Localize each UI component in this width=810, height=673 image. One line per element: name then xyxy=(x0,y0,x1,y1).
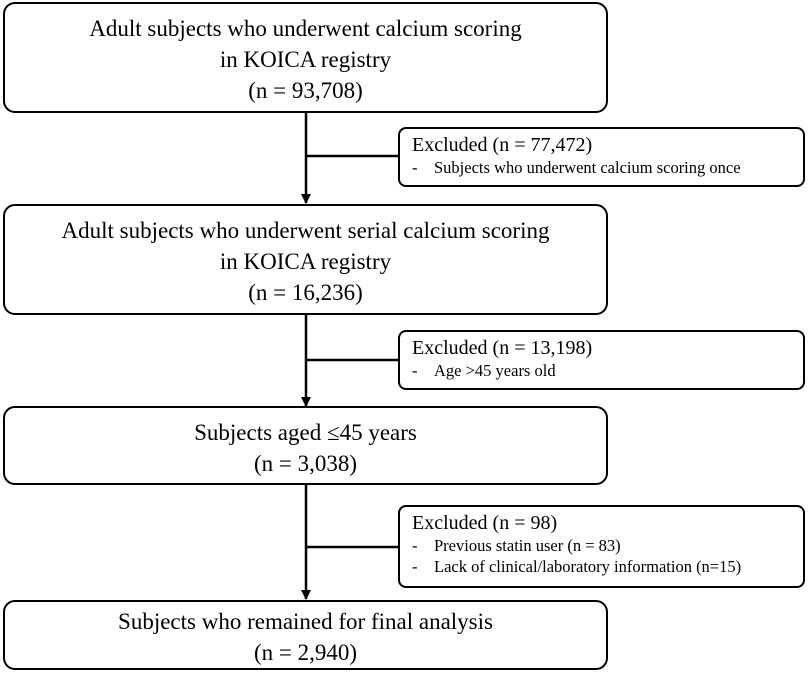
box-serial-subjects xyxy=(3,204,608,315)
exclusion-2-title: Excluded (n = 13,198) xyxy=(412,337,593,359)
exclusion-1-item-1: - Subjects who underwent calcium scoring once xyxy=(412,158,741,177)
box-serial-subjects-count: (n = 16,236) xyxy=(248,280,363,305)
exclusion-box-3 xyxy=(398,505,805,588)
exclusion-2-item-1: - Age >45 years old xyxy=(412,361,556,380)
exclusion-3-title: Excluded (n = 98) xyxy=(412,512,558,534)
exclusion-box-1 xyxy=(398,127,805,187)
box-final-analysis-count: (n = 2,940) xyxy=(253,640,358,665)
box-serial-subjects-line-2: in KOICA registry xyxy=(219,249,392,274)
box-final-analysis-line-1: Subjects who remained for final analysis xyxy=(118,609,493,634)
box-aged-subjects-count: (n = 3,038) xyxy=(253,451,358,476)
box-all-subjects-count: (n = 93,708) xyxy=(248,78,363,103)
exclusion-3-item-1: - Previous statin user (n = 83) xyxy=(412,536,621,555)
exclusion-3-item-2: - Lack of clinical/laboratory information (n=15) xyxy=(412,557,742,576)
box-all-subjects-line-1: Adult subjects who underwent calcium scoring xyxy=(89,16,522,41)
box-all-subjects xyxy=(3,2,608,113)
exclusion-box-2 xyxy=(398,330,805,390)
box-aged-subjects-line-1: Subjects aged ≤45 years xyxy=(194,420,417,445)
exclusion-1-title: Excluded (n = 77,472) xyxy=(412,134,593,156)
box-final-analysis xyxy=(3,600,608,670)
box-serial-subjects-line-1: Adult subjects who underwent serial calcium scoring xyxy=(61,218,550,243)
box-all-subjects-line-2: in KOICA registry xyxy=(219,47,392,72)
box-aged-subjects xyxy=(3,406,608,485)
